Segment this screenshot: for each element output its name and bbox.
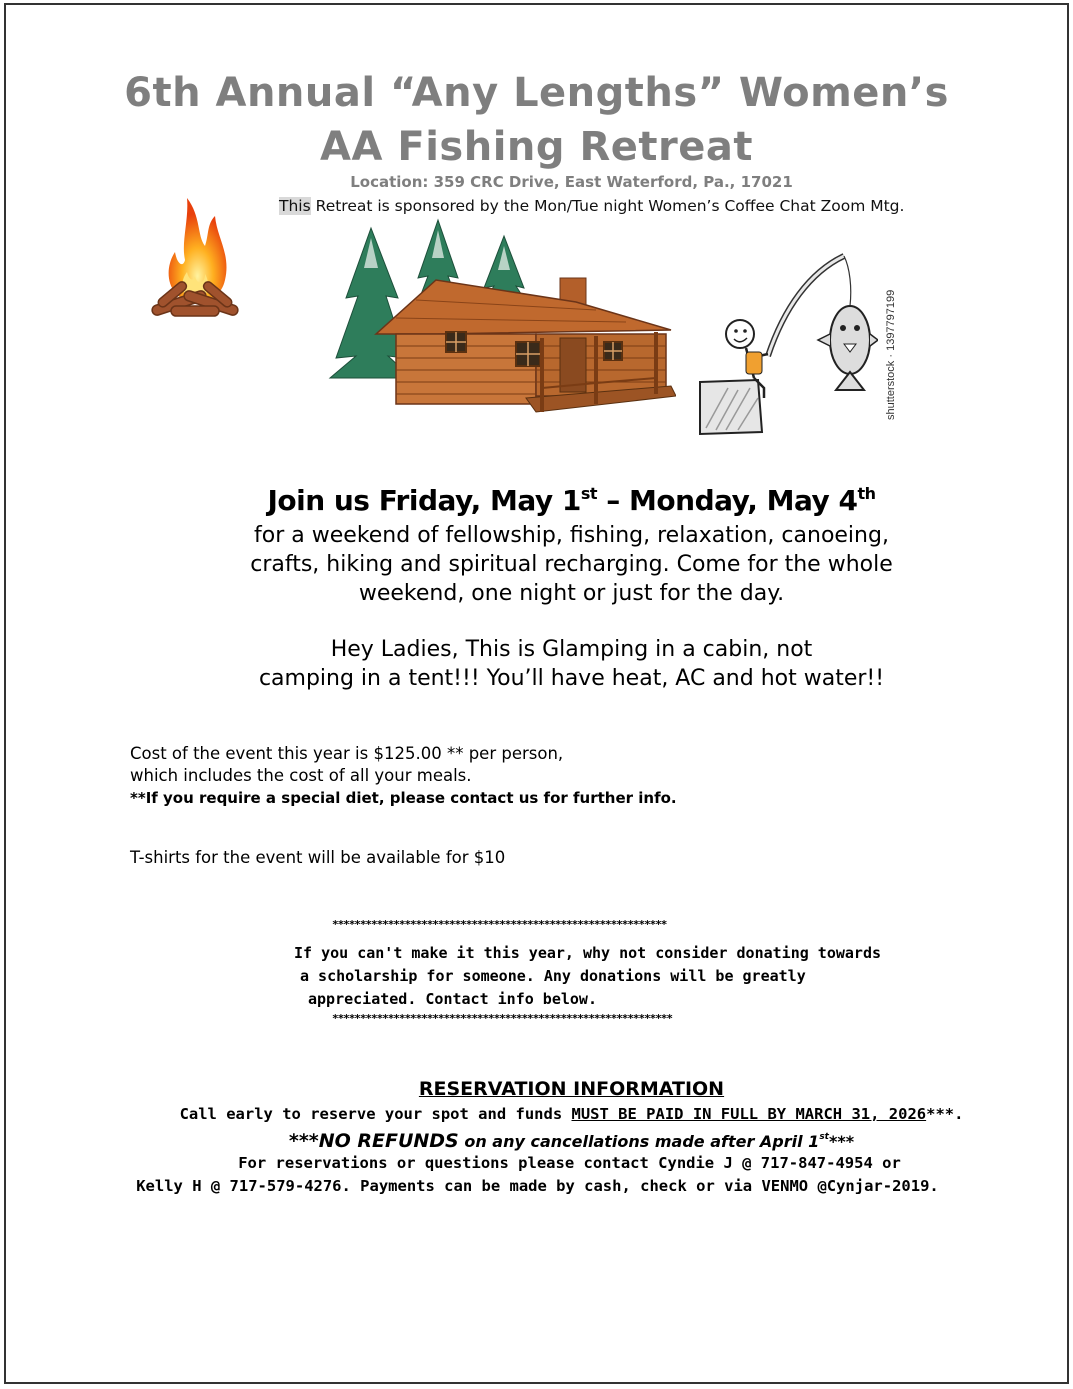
refund-stars: *** (828, 1132, 855, 1151)
tshirt-note: T-shirts for the event will be available for $10 (130, 848, 506, 867)
glamping-line-1: Hey Ladies, This is Glamping in a cabin, not (330, 637, 813, 662)
refund-text: on any cancellations made after April 1 (458, 1132, 820, 1151)
join-text-a: Join us Friday, May 1 (267, 484, 581, 517)
event-dates (0, 484, 1073, 517)
campfire-icon (145, 190, 245, 330)
cost-info (130, 743, 677, 809)
glamping-line-2: camping in a tent!!! You’ll have heat, AC and hot water!! (258, 666, 885, 691)
title-line-2: AA Fishing Retreat (320, 124, 753, 170)
description-line-1: for a weekend of fellowship, fishing, relaxation, canoeing, (254, 523, 889, 548)
contact-line-1: For reservations or questions please contact Cyndie J @ 717-847-4954 or (238, 1154, 901, 1172)
cost-line-1: Cost of the event this year is $125.00 ** per person, (130, 744, 564, 763)
payment-deadline: MUST BE PAID IN FULL BY MARCH 31, 2026 (571, 1105, 927, 1123)
contact-line-2: Kelly H @ 717-579-4276. Payments can be made by cash, check or via VENMO @Cynjar-2019. (136, 1177, 939, 1195)
special-diet-note: **If you require a special diet, please contact us for further info. (130, 789, 677, 807)
description-line-3: weekend, one night or just for the day. (358, 581, 785, 606)
sponsor-rest: Retreat is sponsored by the Mon/Tue night Women’s Coffee Chat Zoom Mtg. (310, 197, 905, 215)
donation-note (294, 942, 894, 1011)
event-description (0, 521, 1073, 608)
refund-policy (0, 1130, 1073, 1152)
join-text-b: – Monday, May 4 (597, 484, 858, 517)
reservation-heading: RESERVATION INFORMATION (418, 1078, 725, 1100)
join-sup-b: th (857, 484, 876, 503)
watermark-text: shutterstock · 1397797199 (885, 289, 897, 420)
page-title (0, 66, 1073, 174)
stick-figure-fishing-icon (698, 248, 878, 438)
refund-sup: st (819, 1132, 829, 1142)
title-line-1: 6th Annual “Any Lengths” Women’s (124, 70, 949, 116)
no-refunds-label: ***NO REFUNDS (288, 1130, 459, 1152)
glamping-note (0, 635, 1073, 693)
donation-line-2: a scholarship for someone. Any donations will be greatly (300, 967, 806, 985)
cost-line-2: which includes the cost of all your meals. (130, 766, 472, 785)
call-suffix: ***. (926, 1105, 964, 1123)
sponsor-text (279, 197, 904, 215)
divider-stars-bottom: ************************************************************* (332, 1012, 672, 1025)
call-prefix: Call early to reserve your spot and funds (179, 1105, 572, 1123)
donation-line-1: If you can't make it this year, why not consider donating towards (294, 944, 881, 962)
sponsor-highlight: This (279, 197, 311, 215)
description-line-2: crafts, hiking and spiritual recharging. Come for the whole (250, 552, 893, 577)
divider-stars-top: ************************************************************ (332, 918, 667, 931)
donation-line-3: appreciated. Contact info below. (308, 990, 597, 1008)
shutterstock-watermark (880, 262, 900, 422)
join-sup-a: st (580, 484, 598, 503)
log-cabin-icon (326, 218, 676, 428)
reservation-call-line (0, 1105, 1073, 1123)
location-text: Location: 359 CRC Drive, East Waterford, Pa., 17021 (350, 173, 793, 191)
